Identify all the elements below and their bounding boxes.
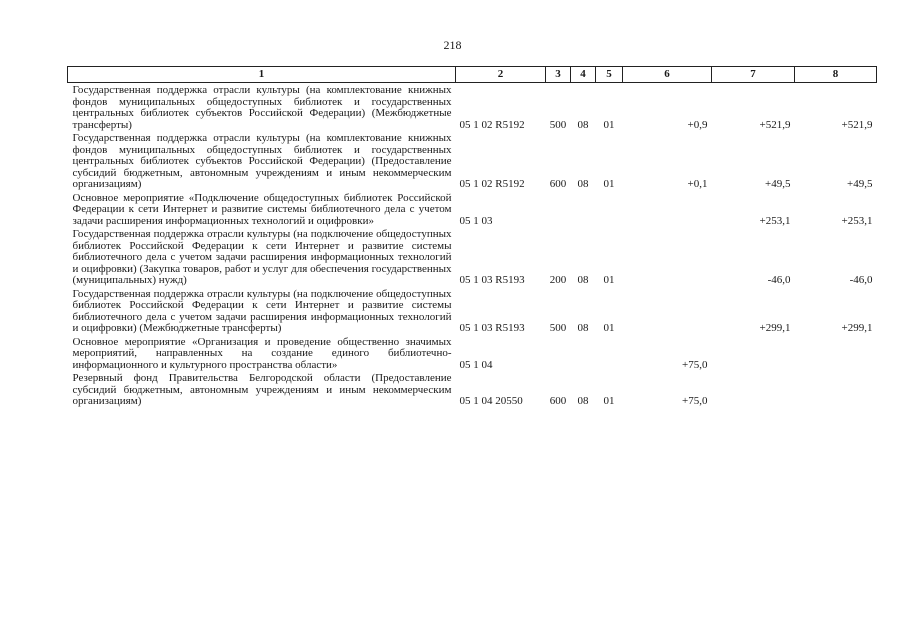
row-col-4: 08 [577, 118, 589, 131]
header-col-3: 3 [546, 67, 571, 83]
row-col-6 [623, 191, 712, 228]
row-col-5: 01 [603, 395, 615, 407]
row-col-3: 500 [549, 322, 567, 334]
row-name: Государственная поддержка отрасли культуры (на комплектование книжных фондов муниципальных общедоступных библиотек и государственных центральных библиотек субъектов Российской Федерации) (Предоставление субсидий бюджетным, автономным учреждениям и иным некоммерческим организациям) [72, 132, 452, 190]
row-name: Резервный фонд Правительства Белгородской области (Предоставление субсидий бюджетным, автономным учреждениям и иным некоммерческим организациям) [72, 372, 452, 407]
row-col-5 [596, 335, 623, 372]
row-col-5: 01 [603, 178, 615, 190]
header-col-2: 2 [456, 67, 546, 83]
row-col-4 [571, 335, 596, 372]
row-col-7: +49,5 [765, 178, 791, 190]
table-row [68, 83, 877, 132]
row-code: 05 1 03 [459, 214, 493, 227]
row-col-4: 08 [577, 274, 589, 286]
row-col-3: 500 [549, 118, 567, 131]
table-row [68, 191, 877, 228]
table-row [68, 371, 877, 408]
row-col-7: +253,1 [759, 214, 791, 227]
row-col-4: 08 [577, 395, 589, 407]
budget-table [67, 66, 877, 408]
row-col-8: +49,5 [847, 178, 873, 190]
row-code: 05 1 04 20550 [459, 395, 523, 407]
row-code: 05 1 03 R5193 [459, 322, 525, 334]
row-col-6: +0,9 [687, 118, 708, 131]
row-col-7 [712, 335, 795, 372]
header-col-8: 8 [795, 67, 877, 83]
row-col-5: 01 [603, 274, 615, 286]
row-code: 05 1 02 R5192 [459, 118, 525, 131]
row-col-6 [623, 287, 712, 335]
header-col-1: 1 [68, 67, 456, 83]
row-col-6: +75,0 [682, 395, 708, 407]
row-col-8 [795, 371, 877, 408]
header-col-7: 7 [712, 67, 795, 83]
row-col-7 [712, 371, 795, 408]
row-name: Государственная поддержка отрасли культуры (на подключение общедоступных библиотек Российской Федерации к сети Интернет и развитие системы библиотечного дела с учетом задачи расширения информационных технологий и оцифровки) (Межбюджетные трансферты) [72, 287, 452, 334]
table-row [68, 287, 877, 335]
page-number: 218 [443, 38, 462, 52]
row-col-8: -46,0 [849, 274, 873, 286]
row-col-4: 08 [577, 322, 589, 334]
row-col-7: +299,1 [759, 322, 791, 334]
row-col-3: 200 [549, 274, 567, 286]
row-name: Основное мероприятие «Организация и проведение общественно значимых мероприятий, направленных на создание единого библиотечно-информационного и культурного пространства области» [72, 335, 452, 371]
row-name: Государственная поддержка отрасли культуры (на комплектование книжных фондов муниципальных общедоступных библиотек и государственных центральных библиотек субъектов Российской Федерации) (Межбюджетные трансферты) [72, 84, 452, 131]
row-col-5: 01 [603, 322, 615, 334]
row-col-8: +299,1 [841, 322, 873, 334]
row-name: Государственная поддержка отрасли культуры (на подключение общедоступных библиотек Российской Федерации к сети Интернет и развитие системы библиотечного дела с учетом задачи расширения информационных технологий и оцифровки) (Закупка товаров, работ и услуг для обеспечения государственных (муниципальных) нужд) [72, 228, 452, 286]
row-code: 05 1 03 R5193 [459, 274, 525, 286]
header-col-4: 4 [571, 67, 596, 83]
row-col-6: +0,1 [687, 178, 708, 190]
table-row [68, 335, 877, 372]
row-col-3: 600 [549, 395, 567, 407]
row-col-6: +75,0 [682, 358, 708, 371]
row-col-4: 08 [577, 178, 589, 190]
row-col-7: +521,9 [759, 118, 791, 131]
row-col-3: 600 [549, 178, 567, 190]
header-row [68, 67, 877, 83]
row-col-7: -46,0 [767, 274, 791, 286]
row-name: Основное мероприятие «Подключение общедоступных библиотек Российской Федерации к сети Интернет и развитие системы библиотечного дела с учетом задачи расширения информационных технологий и оцифровки» [72, 191, 452, 227]
row-code: 05 1 04 [459, 358, 493, 371]
row-code: 05 1 02 R5192 [459, 178, 525, 190]
row-col-8: +253,1 [841, 214, 873, 227]
header-col-5: 5 [596, 67, 623, 83]
row-col-8: +521,9 [841, 118, 873, 131]
table-row [68, 227, 877, 287]
row-col-5: 01 [603, 118, 615, 131]
row-col-6 [623, 227, 712, 287]
header-col-6: 6 [623, 67, 712, 83]
row-col-3 [546, 335, 571, 372]
table-row [68, 131, 877, 191]
row-col-3 [546, 191, 571, 228]
row-col-5 [596, 191, 623, 228]
row-col-8 [795, 335, 877, 372]
row-col-4 [571, 191, 596, 228]
